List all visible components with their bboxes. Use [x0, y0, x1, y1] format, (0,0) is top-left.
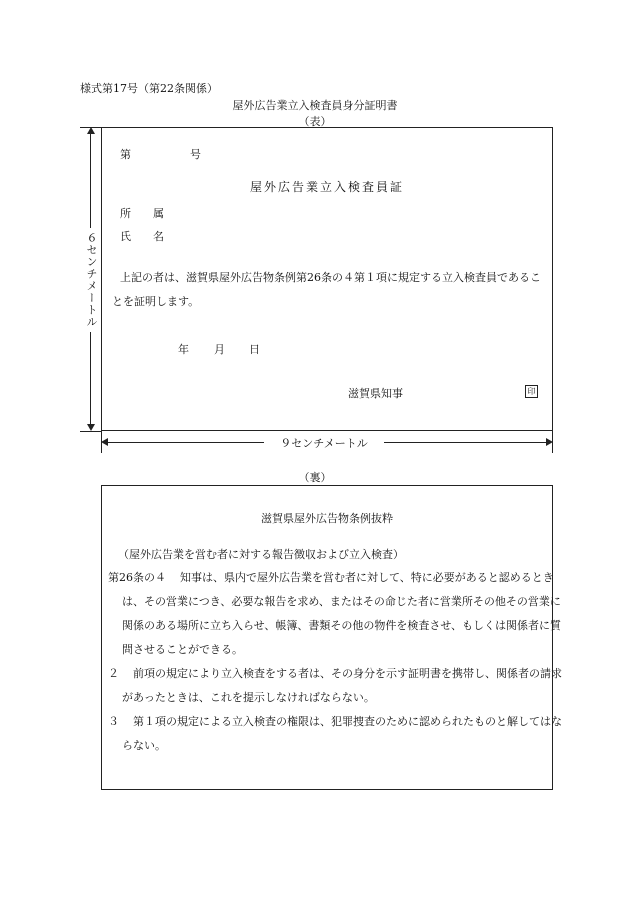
arrow-right-icon [546, 438, 553, 446]
front-label: （表） [298, 115, 332, 128]
seal-mark: 印 [525, 385, 538, 398]
clause-3-number: ３ [108, 715, 119, 728]
affiliation-label: 所 属 [120, 207, 164, 220]
number-prefix: 第 [120, 148, 131, 161]
number-suffix: 号 [190, 148, 201, 161]
issuer-name: 滋賀県知事 [348, 387, 403, 400]
certification-text: 上記の者は、滋賀県屋外広告物条例第26条の４第１項に規定する立入検査員であることを証明します。 [112, 271, 541, 308]
arrow-left-icon [101, 438, 108, 446]
clause-1-text: 知事は、県内で屋外広告業を営む者に対して、特に必要があると認めるときは、その営業につき、必要な報告を求め、またはその命じた者に営業所その他その営業に関係のある場所に立ち入らせ、帳簿、書類その他の物件を検査させ、もしくは関係者に質問させることができる。 [122, 571, 562, 656]
form-number: 様式第17号（第22条関係） [80, 82, 218, 95]
date-day: 日 [249, 343, 260, 356]
article-heading: （屋外広告業を営む者に対する報告徴収および立入検査） [118, 548, 404, 561]
back-title: 滋賀県屋外広告物条例抜粋 [261, 512, 393, 525]
arrow-down-icon [87, 424, 95, 431]
back-label: （裏） [298, 471, 332, 484]
card-title: 屋外広告業立入検査員証 [249, 180, 404, 194]
clause-3-text: 第１項の規定による立入検査の権限は、犯罪捜査のために認められたものと解してはならない。 [122, 715, 562, 752]
clause-2-text: 前項の規定により立入検査をする者は、その身分を示す証明書を携帯し、関係者の請求があったときは、これを提示しなければならない。 [122, 667, 562, 704]
date-month: 月 [214, 343, 225, 356]
article-number: 第26条の４ [108, 571, 166, 584]
height-label: ６センチメートル [83, 228, 99, 332]
article-clause-2 [108, 662, 564, 710]
arrow-up-icon [87, 127, 95, 134]
document-title: 屋外広告業立入検査員身分証明書 [232, 99, 398, 112]
article-clause-1 [108, 566, 564, 662]
height-tick-bottom [80, 431, 101, 432]
article-clause-3 [108, 710, 564, 758]
date-year: 年 [178, 343, 189, 356]
name-label: 氏 名 [120, 230, 164, 243]
clause-2-number: ２ [108, 667, 119, 680]
width-label: ９センチメートル [264, 435, 384, 451]
